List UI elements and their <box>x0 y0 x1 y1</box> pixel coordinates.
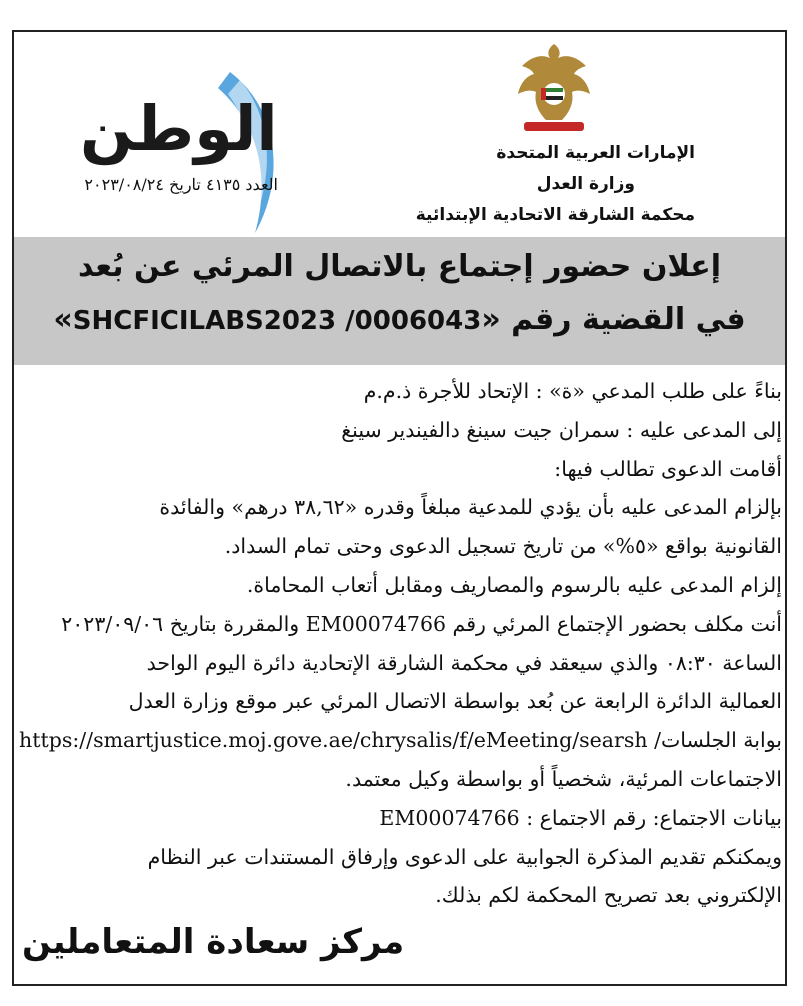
title-band <box>14 237 785 365</box>
url-line <box>19 721 782 760</box>
issuer-block <box>416 138 695 231</box>
case-number: SHCFICILABS2023 /0006043 <box>72 306 482 336</box>
issuer-ministry: وزارة العدل <box>536 174 635 194</box>
body-line: بيانات الاجتماع: رقم الاجتماع : EM00074766 <box>379 805 782 830</box>
title-prefix: في القضية رقم « <box>481 302 746 337</box>
portal-link[interactable]: https://smartjustice.moj.gove.ae/chrysalis/f/eMeeting/searsh <box>19 728 648 753</box>
notice-body <box>19 372 782 915</box>
title-suffix: » <box>53 302 73 337</box>
body-line: بناءً على طلب المدعي «ة» : الإتحاد للأجرة ذ.م.م <box>363 379 782 403</box>
url-label: بوابة الجلسات/ <box>654 728 782 753</box>
title-line-2 <box>14 302 785 337</box>
issuer-country: الإمارات العربية المتحدة <box>496 143 695 163</box>
issue-line: العدد ٤١٣٥ تاريخ ٢٠٢٣/٠٨/٢٤ <box>84 175 278 194</box>
newspaper-name: الوطن <box>80 92 278 165</box>
issuer-court: محكمة الشارقة الاتحادية الإبتدائية <box>415 205 695 225</box>
body-line: الساعة ٠٨:٣٠ والذي سيعقد في محكمة الشارقة الإتحادية دائرة اليوم الواحد <box>146 650 782 675</box>
footer-signature: مركز سعادة المتعاملين <box>22 922 405 962</box>
body-line: الإلكتروني بعد تصريح المحكمة لكم بذلك. <box>435 883 782 908</box>
newspaper-logo <box>55 70 290 235</box>
body-line: بإلزام المدعى عليه بأن يؤدي للمدعية مبلغاً وقدره «٣٨,٦٢ درهم» والفائدة <box>159 495 782 520</box>
title-line-1: إعلان حضور إجتماع بالاتصال المرئي عن بُعد <box>77 249 722 284</box>
body-line: العمالية الدائرة الرابعة عن بُعد بواسطة الاتصال المرئي عبر موقع وزارة العدل <box>128 689 782 714</box>
body-line: الاجتماعات المرئية، شخصياً أو بواسطة وكيل معتمد. <box>345 766 782 791</box>
body-line: إلزام المدعى عليه بالرسوم والمصاريف ومقابل أتعاب المحاماة. <box>246 572 782 597</box>
body-line: أقامت الدعوى تطالب فيها: <box>554 456 782 481</box>
body-line: إلى المدعى عليه : سمران جيت سينغ دالفيندير سينغ <box>341 417 782 442</box>
uae-emblem-icon <box>512 40 597 135</box>
body-line: أنت مكلف بحضور الإجتماع المرئي رقم EM00074766 والمقررة بتاريخ ٢٠٢٣/٠٩/٠٦ <box>61 611 782 636</box>
body-line: ويمكنكم تقديم المذكرة الجوابية على الدعوى وإرفاق المستندات عبر النظام <box>147 844 782 869</box>
body-line: القانونية بواقع «٥%» من تاريخ تسجيل الدعوى وحتى تمام السداد. <box>224 534 782 559</box>
